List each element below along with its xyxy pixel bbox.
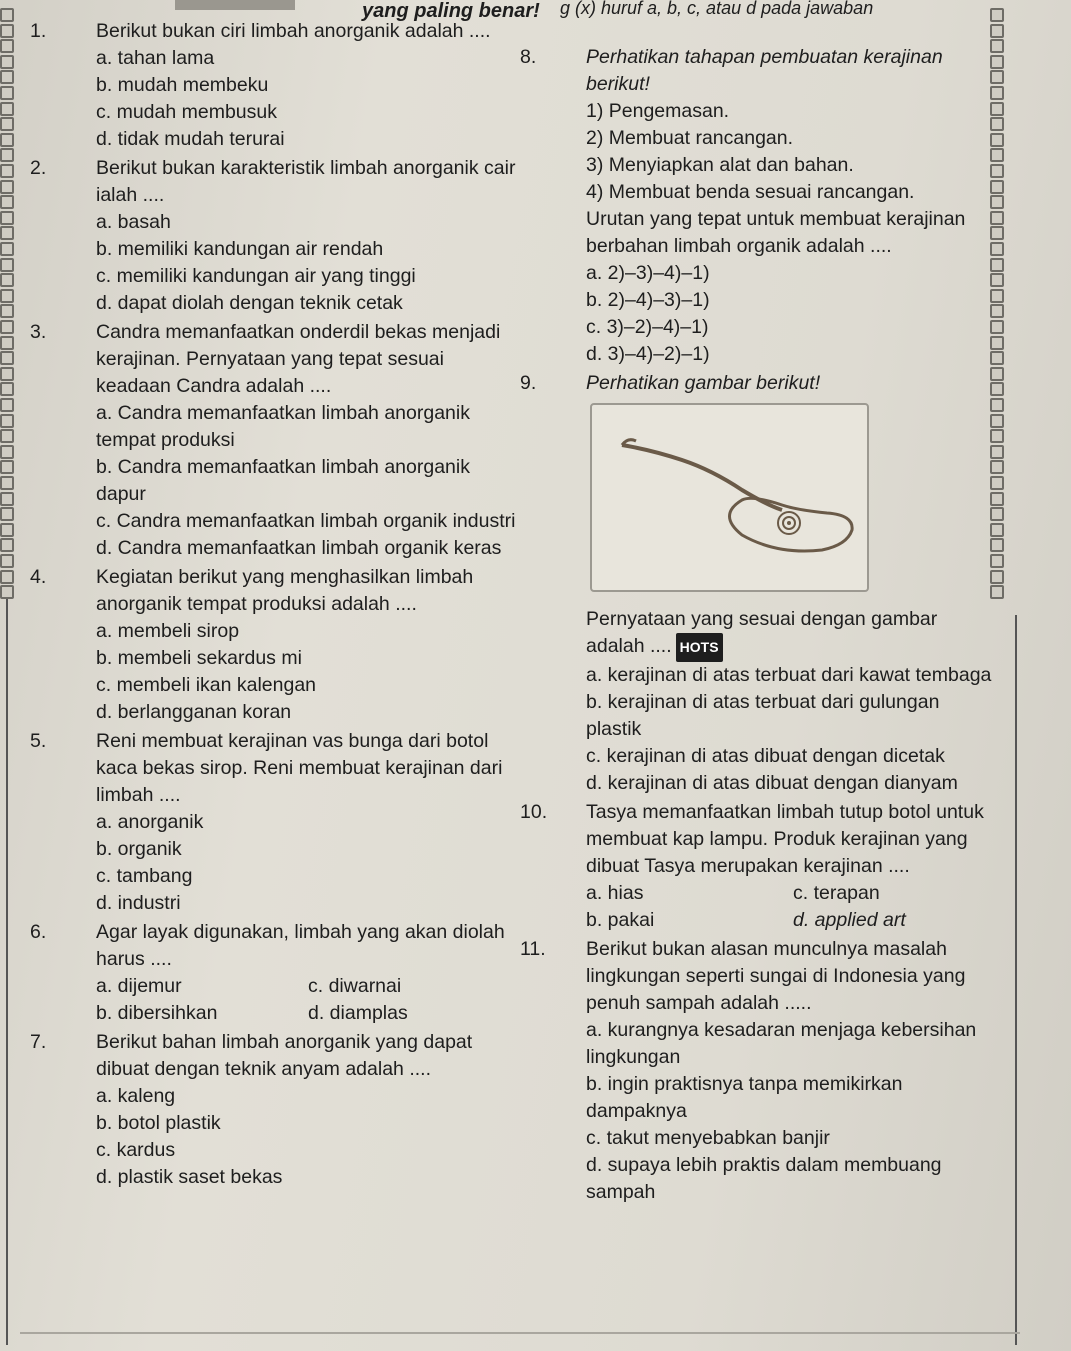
option-d[interactable]: d. kerajinan di atas dibuat dengan dianyam xyxy=(586,772,958,794)
binder-ring-icon xyxy=(0,382,14,396)
option-c[interactable]: c. Candra memanfaatkan limbah organik industri xyxy=(96,510,516,532)
option-d[interactable]: d. industri xyxy=(96,892,181,914)
binder-ring-icon xyxy=(0,148,14,162)
option-c[interactable]: c. memiliki kandungan air yang tinggi xyxy=(96,265,416,287)
binder-ring-icon xyxy=(0,398,14,412)
option-b[interactable]: b. membeli sekardus mi xyxy=(96,647,302,669)
binder-ring-icon xyxy=(0,429,14,443)
step-1: 1) Pengemasan. xyxy=(586,100,730,122)
binder-ring-icon xyxy=(0,445,14,459)
binder-ring-icon xyxy=(0,289,14,303)
question-text: Reni membuat kerajinan vas bunga dari botol kaca bekas sirop. Reni membuat kerajinan dari limbah .... xyxy=(96,730,503,806)
binder-ring-icon xyxy=(990,70,1004,84)
header-instruction: g (x) huruf a, b, c, atau d pada jawaban xyxy=(560,0,874,18)
option-a[interactable]: a. 2)–3)–4)–1) xyxy=(586,262,710,284)
binder-ring-icon xyxy=(0,414,14,428)
binder-ring-icon xyxy=(990,507,1004,521)
right-column xyxy=(520,44,1000,1208)
binder-ring-icon xyxy=(0,8,14,22)
binder-ring-icon xyxy=(0,24,14,38)
binder-ring-icon xyxy=(990,367,1004,381)
option-d[interactable]: d. applied art xyxy=(793,909,906,931)
bottom-rule xyxy=(20,1332,1020,1334)
question-9 xyxy=(520,370,1000,797)
option-a[interactable]: a. kerajinan di atas terbuat dari kawat tembaga xyxy=(586,664,992,686)
question-number: 2. xyxy=(30,157,47,179)
question-number: 7. xyxy=(30,1031,47,1053)
question-number: 1. xyxy=(30,20,47,42)
binder-ring-icon xyxy=(990,570,1004,584)
binder-ring-icon xyxy=(0,460,14,474)
question-number: 4. xyxy=(30,566,47,588)
binder-ring-icon xyxy=(0,102,14,116)
option-b[interactable]: b. Candra memanfaatkan limbah anorganik dapur xyxy=(96,456,470,505)
wire-guitar-figure xyxy=(590,403,869,592)
question-2 xyxy=(30,155,520,317)
right-margin-line xyxy=(1015,615,1017,1345)
option-b[interactable]: b. pakai xyxy=(586,909,655,931)
question-number: 10. xyxy=(520,801,548,823)
option-a[interactable]: a. membeli sirop xyxy=(96,620,240,642)
binder-ring-icon xyxy=(990,102,1004,116)
question-text: Perhatikan tahapan pembuatan kerajinan berikut! xyxy=(586,46,943,95)
option-b[interactable]: b. ingin praktisnya tanpa memikirkan dampaknya xyxy=(586,1073,903,1122)
binder-ring-icon xyxy=(0,242,14,256)
binder-ring-icon xyxy=(990,273,1004,287)
binder-ring-icon xyxy=(990,585,1004,599)
binder-ring-icon xyxy=(990,445,1004,459)
option-b[interactable]: b. dibersihkan xyxy=(96,1002,218,1024)
binder-ring-icon xyxy=(0,585,14,599)
binder-ring-icon xyxy=(0,336,14,350)
option-a[interactable]: a. hias xyxy=(586,882,644,904)
binder-ring-icon xyxy=(0,226,14,240)
question-text: Candra memanfaatkan onderdil bekas menjadi kerajinan. Pernyataan yang tepat sesuai keadaan Candra adalah .... xyxy=(96,321,501,397)
binder-ring-icon xyxy=(0,538,14,552)
binder-ring-icon xyxy=(990,476,1004,490)
binder-ring-icon xyxy=(990,24,1004,38)
binder-ring-icon xyxy=(0,304,14,318)
question-text-2: Urutan yang tepat untuk membuat kerajinan berbahan limbah organik adalah .... xyxy=(586,208,966,257)
question-text: Berikut bukan alasan munculnya masalah lingkungan seperti sungai di Indonesia yang penuh sampah adalah ..... xyxy=(586,938,966,1014)
option-d[interactable]: d. Candra memanfaatkan limbah organik keras xyxy=(96,537,502,559)
option-d[interactable]: d. diamplas xyxy=(308,1002,408,1024)
question-text: Kegiatan berikut yang menghasilkan limbah anorganik tempat produksi adalah .... xyxy=(96,566,474,615)
binder-ring-icon xyxy=(990,289,1004,303)
option-c[interactable]: c. takut menyebabkan banjir xyxy=(586,1127,830,1149)
binder-ring-icon xyxy=(0,39,14,53)
header-decoration xyxy=(175,0,295,10)
binder-ring-icon xyxy=(990,351,1004,365)
question-5 xyxy=(30,728,520,917)
binder-ring-icon xyxy=(990,382,1004,396)
question-number: 8. xyxy=(520,46,537,68)
question-text: Perhatikan gambar berikut! xyxy=(586,372,821,394)
binder-ring-icon xyxy=(0,211,14,225)
option-a[interactable]: a. kurangnya kesadaran menjaga kebersihan lingkungan xyxy=(586,1019,977,1068)
left-column xyxy=(30,18,520,1193)
option-d[interactable]: d. 3)–4)–2)–1) xyxy=(586,343,710,365)
left-margin-line xyxy=(6,595,8,1345)
binder-ring-icon xyxy=(990,554,1004,568)
option-c[interactable]: c. kerajinan di atas dibuat dengan dicetak xyxy=(586,745,945,767)
option-c[interactable]: c. tambang xyxy=(96,865,193,887)
question-6 xyxy=(30,919,520,1027)
option-grid xyxy=(586,880,1000,934)
question-7 xyxy=(30,1029,520,1191)
question-text: Berikut bukan ciri limbah anorganik adalah .... xyxy=(96,20,491,42)
binder-ring-icon xyxy=(0,86,14,100)
question-text: Agar layak digunakan, limbah yang akan diolah harus .... xyxy=(96,921,505,970)
binder-ring-icon xyxy=(990,195,1004,209)
hots-badge: HOTS xyxy=(676,633,723,662)
binder-ring-icon xyxy=(0,164,14,178)
option-c[interactable]: c. 3)–2)–4)–1) xyxy=(586,316,709,338)
binder-ring-icon xyxy=(990,148,1004,162)
binder-ring-icon xyxy=(990,164,1004,178)
question-number: 6. xyxy=(30,921,47,943)
binder-ring-icon xyxy=(990,460,1004,474)
binder-ring-icon xyxy=(990,492,1004,506)
option-c[interactable]: c. membeli ikan kalengan xyxy=(96,674,317,696)
binder-ring-icon xyxy=(0,351,14,365)
binder-ring-icon xyxy=(990,133,1004,147)
question-3 xyxy=(30,319,520,562)
option-b[interactable]: b. organik xyxy=(96,838,182,860)
header-title: yang paling benar! xyxy=(362,0,540,22)
binder-ring-icon xyxy=(990,304,1004,318)
option-a[interactable]: a. basah xyxy=(96,211,171,233)
binder-ring-icon xyxy=(0,367,14,381)
question-4 xyxy=(30,564,520,726)
option-d[interactable]: d. dapat diolah dengan teknik cetak xyxy=(96,292,403,314)
binder-ring-icon xyxy=(990,414,1004,428)
step-3: 3) Menyiapkan alat dan bahan. xyxy=(586,154,854,176)
binder-ring-icon xyxy=(990,429,1004,443)
binder-ring-icon xyxy=(990,117,1004,131)
question-text: Tasya memanfaatkan limbah tutup botol untuk membuat kap lampu. Produk kerajinan yang dibuat Tasya merupakan kerajinan .... xyxy=(586,801,984,877)
question-number: 11. xyxy=(520,938,546,960)
question-1 xyxy=(30,18,520,153)
question-number: 5. xyxy=(30,730,47,752)
wire-guitar-icon xyxy=(592,405,867,590)
binder-ring-icon xyxy=(990,523,1004,537)
option-c[interactable]: c. mudah membusuk xyxy=(96,101,277,123)
option-c[interactable]: c. diwarnai xyxy=(308,975,402,997)
binder-ring-icon xyxy=(990,242,1004,256)
binder-ring-icon xyxy=(990,320,1004,334)
binder-ring-icon xyxy=(0,70,14,84)
binder-ring-icon xyxy=(0,55,14,69)
binder-ring-icon xyxy=(990,39,1004,53)
question-11 xyxy=(520,936,1000,1206)
option-c[interactable]: c. terapan xyxy=(793,882,880,904)
option-d[interactable]: d. berlangganan koran xyxy=(96,701,292,723)
option-d[interactable]: d. supaya lebih praktis dalam membuang sampah xyxy=(586,1154,942,1203)
option-a[interactable]: a. Candra memanfaatkan limbah anorganik tempat produksi xyxy=(96,402,470,451)
option-d[interactable]: d. tidak mudah terurai xyxy=(96,128,285,150)
option-a[interactable]: a. anorganik xyxy=(96,811,204,833)
question-text: Berikut bahan limbah anorganik yang dapat dibuat dengan teknik anyam adalah .... xyxy=(96,1031,473,1080)
option-a[interactable]: a. dijemur xyxy=(96,975,182,997)
step-2: 2) Membuat rancangan. xyxy=(586,127,794,149)
binder-ring-icon xyxy=(0,476,14,490)
binder-ring-icon xyxy=(990,258,1004,272)
binder-ring-icon xyxy=(0,492,14,506)
binder-ring-icon xyxy=(0,258,14,272)
binder-ring-icon xyxy=(990,180,1004,194)
option-d[interactable]: d. plastik saset bekas xyxy=(96,1166,283,1188)
step-4: 4) Membuat benda sesuai rancangan. xyxy=(586,181,915,203)
binder-ring-icon xyxy=(990,86,1004,100)
question-number: 9. xyxy=(520,372,537,394)
option-b[interactable]: b. botol plastik xyxy=(96,1112,221,1134)
binder-ring-icon xyxy=(0,273,14,287)
option-grid xyxy=(96,973,520,1027)
option-b[interactable]: b. mudah membeku xyxy=(96,74,269,96)
binder-ring-icon xyxy=(990,226,1004,240)
question-8 xyxy=(520,44,1000,368)
binder-ring-icon xyxy=(0,180,14,194)
binder-ring-icon xyxy=(0,117,14,131)
binder-ring-icon xyxy=(990,8,1004,22)
question-text: Berikut bukan karakteristik limbah anorganik cair ialah .... xyxy=(96,157,516,206)
option-b[interactable]: b. memiliki kandungan air rendah xyxy=(96,238,384,260)
option-b[interactable]: b. kerajinan di atas terbuat dari gulungan plastik xyxy=(586,691,940,740)
binder-ring-icon xyxy=(990,211,1004,225)
option-a[interactable]: a. tahan lama xyxy=(96,47,215,69)
question-10 xyxy=(520,799,1000,934)
binder-ring-icon xyxy=(0,554,14,568)
binder-ring-icon xyxy=(0,133,14,147)
binder-ring-icon xyxy=(0,507,14,521)
binder-ring-icon xyxy=(990,398,1004,412)
binder-ring-icon xyxy=(990,538,1004,552)
binder-ring-icon xyxy=(0,523,14,537)
binder-ring-icon xyxy=(0,570,14,584)
option-b[interactable]: b. 2)–4)–3)–1) xyxy=(586,289,710,311)
option-a[interactable]: a. kaleng xyxy=(96,1085,176,1107)
question-number: 3. xyxy=(30,321,47,343)
option-c[interactable]: c. kardus xyxy=(96,1139,176,1161)
question-text-2: Pernyataan yang sesuai dengan gambar adalah .... HOTS xyxy=(586,606,1000,662)
binder-ring-icon xyxy=(990,55,1004,69)
binder-ring-icon xyxy=(0,195,14,209)
binder-ring-icon xyxy=(990,336,1004,350)
binder-ring-icon xyxy=(0,320,14,334)
